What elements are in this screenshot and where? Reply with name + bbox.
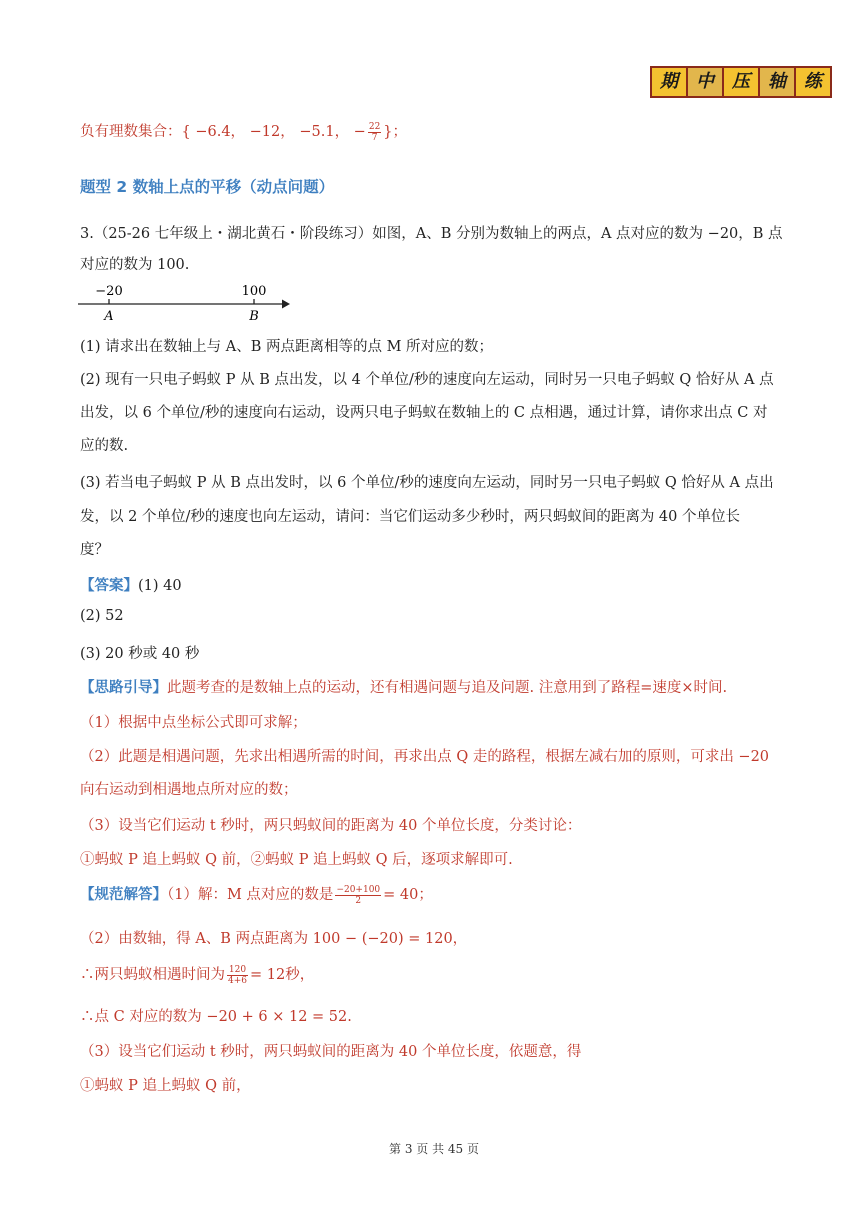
frac-denominator: 2 bbox=[355, 895, 362, 906]
guide-intro-line bbox=[80, 676, 727, 697]
prev-answer-label: 负有理数集合： bbox=[80, 124, 182, 140]
frac-denominator: 7 bbox=[371, 132, 378, 143]
solution-6: ①蚂蚁 P 追上蚂蚁 Q 前， bbox=[80, 1078, 251, 1094]
point-a-label: A bbox=[104, 309, 114, 324]
frac-numerator: 22 bbox=[368, 121, 381, 132]
solution-1-pre: （1）解：M 点对应的数是 bbox=[167, 887, 334, 903]
section-title: 题型 2 数轴上点的平移（动点问题） bbox=[80, 178, 335, 196]
guide-intro: 此题考查的是数轴上点的运动，还有相遇问题与追及问题. 注意用到了路程=速度×时间. bbox=[167, 680, 728, 696]
badge-char: 期 bbox=[650, 66, 688, 98]
solution-1-fraction bbox=[335, 885, 381, 906]
answer-tag: 【答案】 bbox=[80, 577, 138, 594]
solution-1-post: = 40； bbox=[383, 887, 433, 903]
solution-5: （3）设当它们运动 t 秒时，两只蚂蚁间的距离为 40 个单位长度，依题意，得 bbox=[80, 1044, 582, 1060]
page-number: 第 3 页 共 45 页 bbox=[389, 1142, 479, 1156]
answer-3: (3) 20 秒或 40 秒 bbox=[80, 646, 200, 662]
tick-a-value: −20 bbox=[95, 284, 123, 299]
guide-1: （1）根据中点坐标公式即可求解； bbox=[80, 715, 307, 731]
badge-char: 练 bbox=[794, 66, 832, 98]
question-part2-line3: 应的数. bbox=[80, 438, 129, 454]
solution-3-post: = 12秒， bbox=[250, 967, 315, 983]
point-b-label: B bbox=[249, 309, 259, 324]
solution-line3 bbox=[80, 963, 314, 986]
frac-numerator: −20+100 bbox=[336, 884, 381, 895]
badge-char: 压 bbox=[722, 66, 760, 98]
solution-3-pre: ∴两只蚂蚁相遇时间为 bbox=[80, 967, 225, 983]
solution-3-fraction bbox=[227, 965, 248, 986]
header-badge bbox=[650, 66, 830, 98]
solution-2: （2）由数轴，得 A、B 两点距离为 100 − (−20) = 120， bbox=[80, 931, 468, 947]
question-part1: (1) 请求出在数轴上与 A、B 两点距离相等的点 M 所对应的数； bbox=[80, 339, 494, 355]
question-part2-line1: (2) 现有一只电子蚂蚁 P 从 B 点出发，以 4 个单位/秒的速度向左运动，同时另一只电子蚂蚁 Q 恰好从 A 点 bbox=[80, 372, 774, 388]
guide-4: ①蚂蚁 P 追上蚂蚁 Q 前，②蚂蚁 P 追上蚂蚁 Q 后，逐项求解即可. bbox=[80, 852, 513, 868]
answer-1: (1) 40 bbox=[138, 578, 182, 594]
prev-answer-values: { −6.4， −12， −5.1， − bbox=[181, 124, 366, 140]
prev-answer-fraction bbox=[368, 122, 381, 143]
solution-line1 bbox=[80, 883, 433, 906]
guide-2-line1: （2）此题是相遇问题，先求出相遇所需的时间，再求出点 Q 走的路程，根据左减右加的原则，可求出 −20 bbox=[80, 749, 770, 765]
question-part3-line1: (3) 若当电子蚂蚁 P 从 B 点出发时，以 6 个单位/秒的速度向左运动，同时另一只电子蚂蚁 Q 恰好从 A 点出 bbox=[80, 475, 774, 491]
solution-4: ∴点 C 对应的数为 −20 + 6 × 12 = 52. bbox=[80, 1009, 352, 1025]
tick-b-value: 100 bbox=[241, 284, 267, 299]
question-part2-line2: 出发，以 6 个单位/秒的速度向右运动，设两只电子蚂蚁在数轴上的 C 点相遇，通过计算，请你求出点 C 对 bbox=[80, 405, 768, 421]
arrow-icon bbox=[282, 300, 290, 309]
prev-answer-line bbox=[80, 120, 407, 143]
guide-tag: 【思路引导】 bbox=[80, 679, 167, 696]
number-line-figure bbox=[76, 280, 296, 324]
guide-2-line2: 向右运动到相遇地点所对应的数； bbox=[80, 782, 298, 798]
question-part3-line2: 发，以 2 个单位/秒的速度也向左运动，请问：当它们运动多少秒时，两只蚂蚁间的距离为 40 个单位长 bbox=[80, 509, 740, 525]
badge-char: 轴 bbox=[758, 66, 796, 98]
question-part3-line3: 度？ bbox=[80, 542, 109, 558]
prev-answer-tail: }； bbox=[383, 124, 408, 140]
badge-char: 中 bbox=[686, 66, 724, 98]
answer-line1 bbox=[80, 574, 182, 595]
question-stem-line2: 对应的数为 100. bbox=[80, 257, 190, 273]
guide-3: （3）设当它们运动 t 秒时，两只蚂蚁间的距离为 40 个单位长度，分类讨论： bbox=[80, 818, 582, 834]
answer-2: (2) 52 bbox=[80, 608, 124, 624]
question-stem-line1: 3.（25-26 七年级上・湖北黄石・阶段练习）如图，A、B 分别为数轴上的两点，A 点对应的数为 −20，B 点 bbox=[80, 226, 783, 242]
frac-denominator: 4+6 bbox=[228, 975, 247, 986]
frac-numerator: 120 bbox=[228, 964, 247, 975]
solution-tag: 【规范解答】 bbox=[80, 886, 167, 903]
